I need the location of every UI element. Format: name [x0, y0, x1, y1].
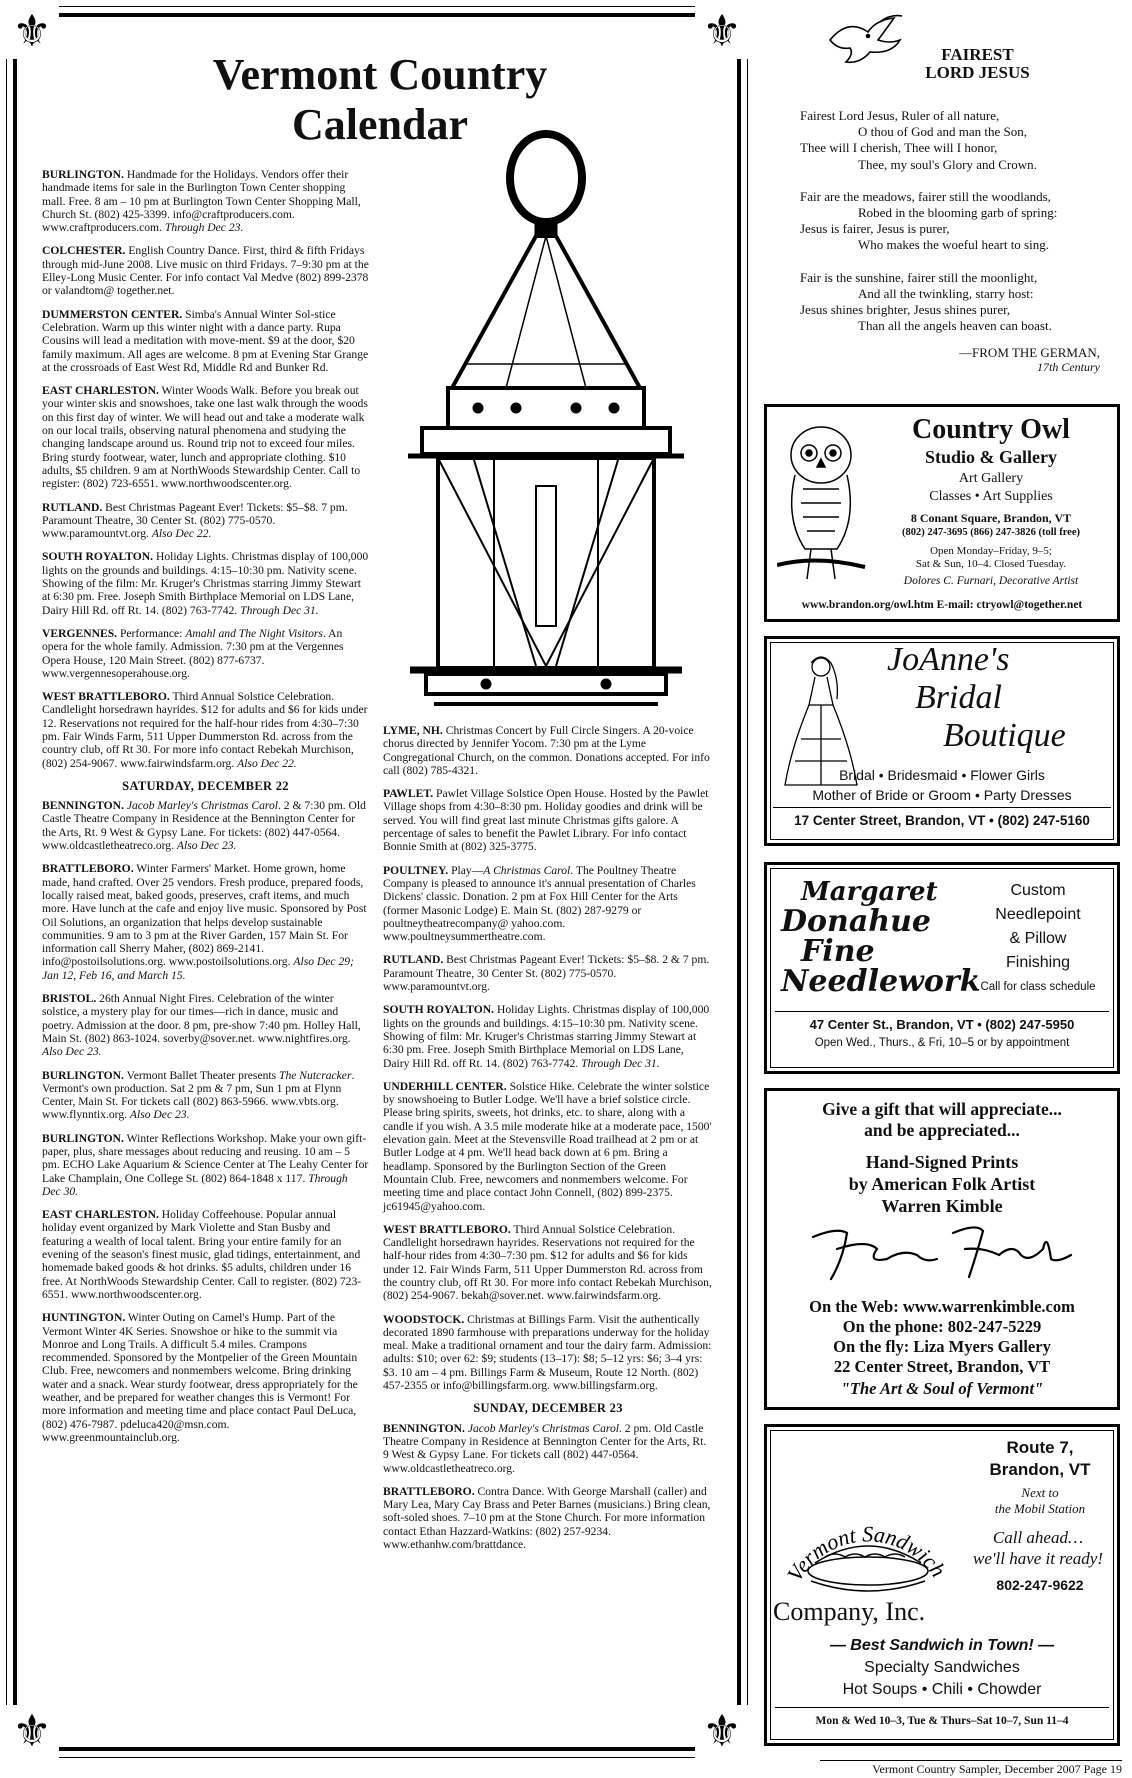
- calendar-event: [383, 1422, 713, 1475]
- bridal-name-line3: Boutique: [943, 717, 1066, 754]
- kimble-headline: [771, 1099, 1113, 1141]
- needle-name-3: Fine: [801, 934, 875, 969]
- calendar-event: [42, 992, 369, 1058]
- calendar-event: [383, 724, 713, 777]
- event-town: POULTNEY.: [383, 863, 449, 877]
- sandwich-next-1: Next to: [1021, 1485, 1059, 1500]
- bridal-name: [887, 641, 1107, 755]
- event-text: Winter Farmers' Market. Home grown, home made, hand crafted. Over 25 vendors. Fresh produce, prepared foods, locally raised meat, baked goods, preserves, craft items, and much more. Have lunch at the cafe and enjoy live music. Sponsored by Post Oil Solutions, an organization that helps develop sustainable communities. 9 am to 3 pm at the River Garden, 157 Main St. For information call Sherry Maher, (802) 869-2141. info@postoilsolutions.org. www.postoilsolutions.org.: [42, 862, 367, 969]
- calendar-event: [383, 1223, 713, 1303]
- event-text: Third Annual Solstice Celebration. Candlelight horsedrawn hayrides. Reservations not required for the half-hour rides from 4:30–7:30 pm. $12 for adults and $6 for kids under 12. Fair Winds Farm, 511 Upper Dummerston Rd. across from the country club, off Rt 30. For more info contact Rebekah Murchison, (802) 254-9067. bekah@sover.net. www.fairwindsfarm.org.: [383, 1222, 712, 1303]
- calendar-event: [42, 1069, 369, 1122]
- calendar-event: [42, 1311, 369, 1444]
- needle-services: [963, 879, 1113, 999]
- event-town: VERGENNES.: [42, 626, 118, 640]
- event-town: COLCHESTER.: [42, 244, 126, 258]
- sandwich-arc-text: Vermont Sandwich: [781, 1521, 952, 1586]
- event-text: Vermont Ballet Theater presents: [123, 1068, 280, 1082]
- kimble-headline-1: Give a gift that will appreciate...: [822, 1099, 1062, 1119]
- event-town: BRATTLEBORO.: [42, 862, 134, 876]
- event-town: SOUTH ROYALTON.: [383, 1003, 495, 1017]
- event-italic-title: A Christmas Carol: [483, 863, 571, 877]
- event-italic-title: Amahl and The Night Visitors: [185, 626, 323, 640]
- needle-name-1: Margaret: [801, 877, 938, 907]
- sandwich-phone: 802-247-9622: [996, 1577, 1084, 1593]
- kimble-tagline: "The Art & Soul of Vermont": [840, 1379, 1044, 1398]
- fleur-de-lis-icon: ⚜: [5, 5, 59, 59]
- poem-body: [800, 108, 1120, 350]
- owl-ad-web: www.brandon.org/owl.htm E-mail: ctryowl@together.net: [801, 599, 1083, 611]
- sandwich-menu: Hot Soups • Chili • Chowder: [842, 1681, 1042, 1698]
- needle-service-1: Custom: [1010, 882, 1066, 899]
- calendar-event: [383, 1003, 713, 1069]
- event-text: Play—: [448, 863, 484, 877]
- needle-divider: [775, 1011, 1109, 1012]
- event-italic-title: Jacob Marley's Christmas Carol: [126, 799, 278, 813]
- event-text: Performance:: [117, 626, 186, 640]
- kimble-sub-1: Hand-Signed Prints: [865, 1152, 1019, 1172]
- bridal-address: 17 Center Street, Brandon, VT • (802) 247-5160: [794, 813, 1090, 828]
- calendar-event: [42, 244, 369, 297]
- poem-line: Fair is the sunshine, fairer still the moonlight,: [800, 269, 1038, 285]
- event-text: Holiday Coffeehouse. Popular annual holiday event organized by Mark Violette and Stan Busby and featuring a wealth of local talent. Bring your entire family for an evening of the season's finest music, glad tidings, entertainment, and homemade baked goods & hot drinks. $5 adults, children under 16 free. At NorthWoods Stewardship Center. Call to register. (802) 723-6551. www.northwoodscenter.org.: [42, 1208, 362, 1301]
- poem-title-line1: FAIREST: [941, 45, 1014, 64]
- calendar-left-column: [42, 168, 369, 1454]
- kimble-contact: [771, 1297, 1113, 1399]
- kimble-gallery: On the fly: Liza Myers Gallery: [833, 1337, 1051, 1356]
- event-text: Handmade for the Holidays. Vendors offer their handmade items for sale in the Burlington Town Center shopping mall. Free. 8 am – 10 pm at Burlington Town Center Shopping Mall, Church St. (802) 425-3399. info@craftproducers.com. www.craftproducers.com.: [42, 168, 361, 235]
- calendar-title-line1: Vermont Country: [212, 50, 548, 99]
- poem-stanza: [800, 270, 1120, 335]
- event-town: BENNINGTON.: [42, 799, 124, 813]
- event-date-note: Also Dec 23.: [42, 1045, 102, 1059]
- event-text: 26th Annual Night Fires. Celebration of the winter solstice, a mystery play for our times—rich in dance, music and poetry. Admission at the door. 8 pm, pre-show 7:40 pm. Holley Hall, Main St. (802) 863-1024. soverby@sover.net. www.nightfires.org.: [42, 992, 361, 1045]
- event-town: EAST CHARLESTON.: [42, 1208, 159, 1222]
- calendar-event: [42, 1132, 369, 1198]
- calendar-event: [42, 799, 369, 852]
- owl-icon: [777, 419, 867, 583]
- poem-line: Thee will I cherish, Thee will I honor,: [800, 140, 998, 156]
- event-town: BURLINGTON.: [42, 1131, 124, 1145]
- calendar-event: [42, 308, 369, 374]
- event-town: BENNINGTON.: [383, 1421, 465, 1435]
- event-text-cont: . The Poultney Theatre Company is pleased to announce it's annual presentation of Charles Dickens' classic. Donation. 2 pm at Fox Hill Center for the Arts (former Masonic Lodge) E. Main St. (802) 287-9279 or poultneytheatrecompany@ yahoo.com. www.poultneysummertheatre.com.: [383, 863, 696, 944]
- event-text: Contra Dance. With George Marshall (caller) and Mary Lea, Mary Cay Brass and Peter Barnes (musicians.) Bring clean, soft-soled shoes. 7–10 pm at the Stone Church. For more information contact Ethan Hazzard-Watkins: (802) 257-9234. www.ethanhw.com/brattdance.: [383, 1484, 711, 1552]
- sandwich-divider: [775, 1707, 1109, 1708]
- event-town: BRATTLEBORO.: [383, 1484, 475, 1498]
- event-text: Holiday Lights. Christmas display of 100,000 lights on the grounds and buildings. 4:15–10:30 pm. Nativity scene. Showing of the film: Mr. Kruger's Christmas starring Jimmy Stewart at 6:30 pm. Free. Joseph Smith Birthplace Memorial on LDS Lane, Dairy Hill Rd. off Rt. 14. (802) 763-7742.: [42, 550, 369, 617]
- event-town: HUNTINGTON.: [42, 1311, 126, 1325]
- needle-hours: Open Wed., Thurs., & Fri, 10–5 or by appointment: [814, 1037, 1070, 1049]
- event-town: LYME, NH.: [383, 724, 443, 737]
- owl-ad-hours2: Sat & Sun, 10–4. Closed Tuesday.: [915, 558, 1067, 570]
- owl-ad-address: 8 Conant Square, Brandon, VT: [910, 511, 1072, 525]
- poem-line: Fairest Lord Jesus, Ruler of all nature,: [800, 108, 1000, 123]
- needle-service-2: Needlepoint: [995, 906, 1081, 923]
- calendar-event: [383, 953, 713, 993]
- needlework-ad: [764, 862, 1120, 1074]
- event-text: Best Christmas Pageant Ever! Tickets: $5–$8. 2 & 7 pm. Paramount Theatre, 30 Center St. (802) 775-0570. www.paramountvt.org.: [383, 953, 710, 994]
- event-italic-title: The Nutcracker: [279, 1068, 352, 1082]
- poem-line: Jesus shines brighter, Jesus shines purer,: [800, 302, 1011, 318]
- event-date-note: Also Dec 23.: [129, 1108, 190, 1122]
- calendar-event: [42, 690, 369, 770]
- event-text-cont: . An opera for the whole family. Admission. 7:30 pm at the Vergennes Opera House, 120 Main Street. (802) 877-6737. www.vergennesoperahouse.org.: [42, 626, 344, 680]
- owl-ad-line2: Classes • Art Supplies: [929, 489, 1053, 504]
- event-text-cont: . Vermont's own production. Sat 2 pm & 7 pm, Sun 1 pm at Flynn Center, Main St. For tickets call (802) 863-5966. www.vbts.org. www.flynntix.org.: [42, 1068, 355, 1122]
- svg-text:Vermont Sandwich: [782, 1521, 951, 1585]
- owl-ad-subtitle: Studio & Gallery: [924, 447, 1057, 467]
- sandwich-next-2: the Mobil Station: [994, 1501, 1086, 1516]
- fleur-de-lis-icon: ⚜: [695, 5, 749, 59]
- event-text: Solstice Hike. Celebrate the winter solstice by snowshoeing to Butler Lodge. We'll have a brief solstice circle. Please bring spirits, sweets, hot drinks, etc. to share, along with a candle if you wish. A 3.5 mile moderate hike at a moderate pace, 1500' elevation gain. Meet at the Stevensville Road trailhead at 2 pm or at Butler Lodge at 4 pm. We'll head back down at 6 pm. Bring a headlamp. Sponsored by the Burlington Section of the Green Mountain Club. Free, newcomers and nonmembers welcome. For meeting time and place contact John Connell, (802) 899-2375. jc61945@yahoo.com.: [383, 1079, 712, 1213]
- lantern-illustration: [386, 126, 706, 710]
- needle-service-4: Finishing: [1005, 954, 1071, 971]
- event-town: PAWLET.: [383, 787, 434, 801]
- event-town: SOUTH ROYALTON.: [42, 550, 154, 564]
- warren-kimble-ad: [764, 1088, 1120, 1410]
- event-text-cont: . 2 pm. Old Castle Theatre Company in Residence at Bennington Center for the Arts, Rt. 9 West & Gypsy Lane. For tickets call (802) 447-0564. www.oldcastletheatreco.org.: [383, 1421, 707, 1475]
- bridal-services-1: Bridal • Bridesmaid • Flower Girls: [839, 767, 1045, 783]
- bridal-services-2: Mother of Bride or Groom • Party Dresses: [812, 787, 1072, 803]
- sandwich-call: [957, 1527, 1119, 1569]
- event-text: Winter Reflections Workshop. Make your own gift-paper, plus, share messages about reducing and reusing. 10 am – 5 pm. ECHO Lake Aquarium & Science Center at The Leahy Center for Lake Champlain, One College St. (802) 864-1848 x 117.: [42, 1131, 369, 1185]
- signature-icon: [807, 1219, 1077, 1289]
- event-date-note: Also Dec 22.: [151, 527, 212, 541]
- sandwich-slogan: — Best Sandwich in Town! —: [829, 1637, 1055, 1654]
- sandwich-town: Brandon, VT: [989, 1460, 1091, 1479]
- sandwich-call-2: we'll have it ready!: [973, 1549, 1103, 1568]
- event-text: Christmas at Billings Farm. Visit the authentically decorated 1890 farmhouse with preparations underway for the holiday meal. Make a traditional ornament and tour the dairy farm. Admission: adults: $10; over 62: $9; students (13–17): $8; 5–12 yrs: $6; 3–4 yrs: $3. 10 am – 4 pm. Billings Farm & Museum, Route 12 North. (802) 457-2355 or info@billingsfarm.org. www.billingsfarm.org.: [383, 1312, 712, 1393]
- calendar-event: [42, 550, 369, 616]
- sandwich-call-1: Call ahead…: [992, 1528, 1084, 1547]
- poem-title-line2: LORD JESUS: [925, 63, 1030, 82]
- event-town: DUMMERSTON CENTER.: [42, 307, 183, 321]
- calendar-event: [42, 862, 369, 982]
- event-text-cont: . 2 & 7:30 pm. Old Castle Theatre Company in Residence at the Bennington Center for the Arts, Rt. 9 West & Gypsy Lane. For tickets: (802) 447-0564. www.oldcastletheatreco.org.: [42, 799, 366, 853]
- poem-stanza: [800, 189, 1120, 254]
- poem-line: And all the twinkling, starry host:: [858, 285, 1034, 301]
- day-heading: SATURDAY, DECEMBER 22: [122, 778, 289, 793]
- poem-line: Robed in the blooming garb of spring:: [858, 205, 1058, 221]
- calendar-event: [42, 627, 369, 680]
- event-town: WEST BRATTLEBORO.: [383, 1222, 511, 1236]
- calendar-event: [42, 384, 369, 490]
- page-footer: Vermont Country Sampler, December 2007 Page 19: [820, 1760, 1122, 1777]
- poem-line: O thou of God and man the Son,: [858, 124, 1027, 140]
- calendar-event: [383, 864, 713, 944]
- bridal-boutique-ad: [764, 636, 1120, 846]
- event-text: English Country Dance. First, third & fifth Fridays through mid-June 2008. Live music on third Fridays. 7–9:30 pm at the Elley-Long Music Center. For info contact Val Medve (802) 899-2378 or valandtom@ together.net.: [42, 244, 369, 298]
- poem-attribution: [880, 345, 1100, 375]
- event-town: RUTLAND.: [383, 953, 444, 967]
- sandwich-company: Company, Inc.: [773, 1597, 926, 1626]
- event-date-note: Through Dec 31.: [581, 1056, 660, 1070]
- poem-line: Fair are the meadows, fairer still the woodlands,: [800, 188, 1051, 204]
- event-text: Christmas Concert by Full Circle Singers. A 20-voice chorus directed by Jennifer Yocom. 7:30 pm at the Lyme Congregational Church, on the common. Donations accepted. For info call (802) 785-4321.: [383, 724, 710, 777]
- event-text: Best Christmas Pageant Ever! Tickets: $5–$8. 7 pm. Paramount Theatre, 30 Center St. (802) 775-0570. www.paramountvt.org.: [42, 500, 348, 541]
- kimble-sub-2: by American Folk Artist: [848, 1174, 1036, 1194]
- kimble-phone: On the phone: 802-247-5229: [842, 1317, 1042, 1336]
- sandwich-specialty: Specialty Sandwiches: [864, 1659, 1020, 1676]
- event-town: WOODSTOCK.: [383, 1312, 465, 1326]
- calendar-event: [383, 1485, 713, 1551]
- bridal-divider: [773, 807, 1111, 808]
- event-text: Pawlet Village Solstice Open House. Hosted by the Pawlet Village shops from 4:30–8:30 pm. Holiday goodies and drink will be served. You will find great last minute Christmas gifts galore. A percentage of sales to benefit the Pawlet Library. For info contact Bonnie Smith at (802) 325-3775.: [383, 787, 709, 854]
- poem-stanza: [800, 108, 1120, 173]
- event-date-note: Also Dec 22.: [237, 756, 297, 770]
- sandwich-logo: [775, 1433, 961, 1619]
- sandwich-next-to: [965, 1485, 1115, 1517]
- calendar-event: [383, 1313, 713, 1393]
- calendar-event: [42, 501, 369, 541]
- event-date-note: Through Dec 31.: [240, 603, 319, 617]
- owl-ad-artist: Dolores C. Furnari, Decorative Artist: [903, 575, 1079, 587]
- calendar-event: [42, 1208, 369, 1301]
- calendar-event: [42, 168, 369, 234]
- event-town: EAST CHARLESTON.: [42, 384, 159, 398]
- poem-line: Thee, my soul's Glory and Crown.: [858, 156, 1037, 172]
- poem-title: [870, 46, 1085, 82]
- country-owl-ad: [764, 404, 1120, 622]
- event-date-note: Through Dec 30.: [42, 1171, 348, 1198]
- vermont-sandwich-ad: [764, 1424, 1120, 1746]
- event-text: Simba's Annual Winter Sol-stice Celebration. Warm up this winter night with a dance party. Rupa Cousins will lead a meditation with move-ment. $9 at the door, $20 family maximum. All ages are welcome. 8 pm at Evening Star Grange at the crossroads of East West Rd, Middle Rd and Bunker Rd.: [42, 307, 369, 374]
- day-heading: SUNDAY, DECEMBER 23: [473, 1401, 623, 1416]
- owl-ad-line1: Art Gallery: [958, 471, 1024, 486]
- event-town: BRISTOL.: [42, 992, 97, 1006]
- event-town: RUTLAND.: [42, 500, 103, 514]
- event-town: WEST BRATTLEBORO.: [42, 690, 170, 704]
- event-town: BURLINGTON.: [42, 1068, 124, 1082]
- kimble-address: 22 Center Street, Brandon, VT: [833, 1357, 1051, 1376]
- fleur-de-lis-icon: ⚜: [695, 1705, 749, 1759]
- sandwich-location: [965, 1437, 1115, 1481]
- sandwich-hours: Mon & Wed 10–3, Tue & Thurs–Sat 10–7, Sun 11–4: [815, 1715, 1069, 1727]
- poem-source: —FROM THE GERMAN,: [959, 345, 1100, 360]
- kimble-sub-3: Warren Kimble: [881, 1196, 1003, 1216]
- needle-name-2: Donahue: [781, 904, 931, 939]
- fleur-de-lis-icon: ⚜: [5, 1705, 59, 1759]
- event-italic-title: Jacob Marley's Christmas Carol: [467, 1421, 619, 1435]
- poem-line: Who makes the woeful heart to sing.: [858, 237, 1049, 253]
- needle-class-note: Call for class schedule: [980, 981, 1096, 993]
- poem-line: Than all the angels heaven can boast.: [858, 318, 1052, 334]
- needle-name-4: Needlework: [781, 964, 981, 999]
- event-date-note: Also Dec 29; Jan 12, Feb 16, and March 15.: [42, 955, 354, 982]
- calendar-event: [383, 1080, 713, 1213]
- kimble-web: On the Web: www.warrenkimble.com: [809, 1297, 1075, 1316]
- calendar-title-line2: Calendar: [292, 100, 468, 149]
- event-text: Holiday Lights. Christmas display of 100,000 lights on the grounds and buildings. 4:15–10:30 pm. Nativity scene. Showing of film: Mr. Kruger's Christmas starring Jimmy Stewart at 6:30 pm. Free. Joseph Smith Birthplace Memorial on LDS Lane, Dairy Hill Rd. off Rt. 14. (802) 763-7742.: [383, 1003, 710, 1070]
- event-text: Third Annual Solstice Celebration. Candlelight horsedrawn hayrides. $12 for adults and $6 for kids under 12. Reservations not required for the half-hour rides from 4:30–7:30 pm. Fair Winds Farm, 511 Upper Dummerston Rd. across from the country club, off Rt 30. For more info contact Rebekah Murchison, (802) 254-9067. www.fairwindsfarm.org.: [42, 690, 368, 770]
- event-date-note: Also Dec 23.: [176, 839, 237, 853]
- owl-ad-phones: (802) 247-3695 (866) 247-3826 (toll free): [902, 527, 1080, 538]
- event-text: Winter Woods Walk. Before you break out your winter skis and snowshoes, take one last walk through the woods on this first day of winter. We will head out and take a moderate walk on our local trails, observing natural phenomena and studying the changing landscape around us. Round trip not to exceed four miles. Bring sturdy footwear, water, lunch and appropriate clothing. $10 adults, $5 children. 9 am at NorthWoods Stewardship Center. Call to register: (802) 723-6551. www.northwoodscenter.org.: [42, 384, 368, 491]
- event-town: BURLINGTON.: [42, 168, 124, 181]
- event-text: Winter Outing on Camel's Hump. Part of the Vermont Winter 4K Series. Snowshoe or hike to the summit via Monroe and Long Trails. A difficult 5.4 miles. Crampons recommended. Sponsored by the Montpelier of the Green Mountain Club. Free, newcomers and nonmembers welcome. Bring drinking water and a snack. Wear sturdy footwear, dress appropriately for the weather, and be prepared for weather changes this is Vermont! For more information and meeting time and place contact Paul DeLuca, (802) 476-7987. pdeluca420@msn.com. www.greenmountainclub.org.: [42, 1311, 358, 1444]
- kimble-subhead: [771, 1151, 1113, 1217]
- poem-line: Jesus is fairer, Jesus is purer,: [800, 221, 950, 237]
- kimble-headline-2: and be appreciated...: [864, 1120, 1020, 1140]
- owl-ad-name: Country Owl: [912, 414, 1070, 445]
- bridal-name-line2: Bridal: [915, 679, 1002, 716]
- owl-ad-hours1: Open Monday–Friday, 9–5;: [930, 545, 1052, 557]
- calendar-right-column: [383, 724, 713, 1561]
- bridal-name-line1: JoAnne's: [887, 641, 1010, 678]
- needlework-logo: [781, 877, 981, 999]
- poem-century: 17th Century: [1037, 360, 1100, 374]
- needle-address: 47 Center St., Brandon, VT • (802) 247-5950: [809, 1017, 1075, 1032]
- event-town: UNDERHILL CENTER.: [383, 1079, 507, 1093]
- event-date-note: Through Dec 23.: [164, 221, 244, 235]
- needle-service-3: & Pillow: [1009, 930, 1067, 947]
- calendar-event: [383, 787, 713, 853]
- sandwich-route: Route 7,: [1006, 1438, 1074, 1457]
